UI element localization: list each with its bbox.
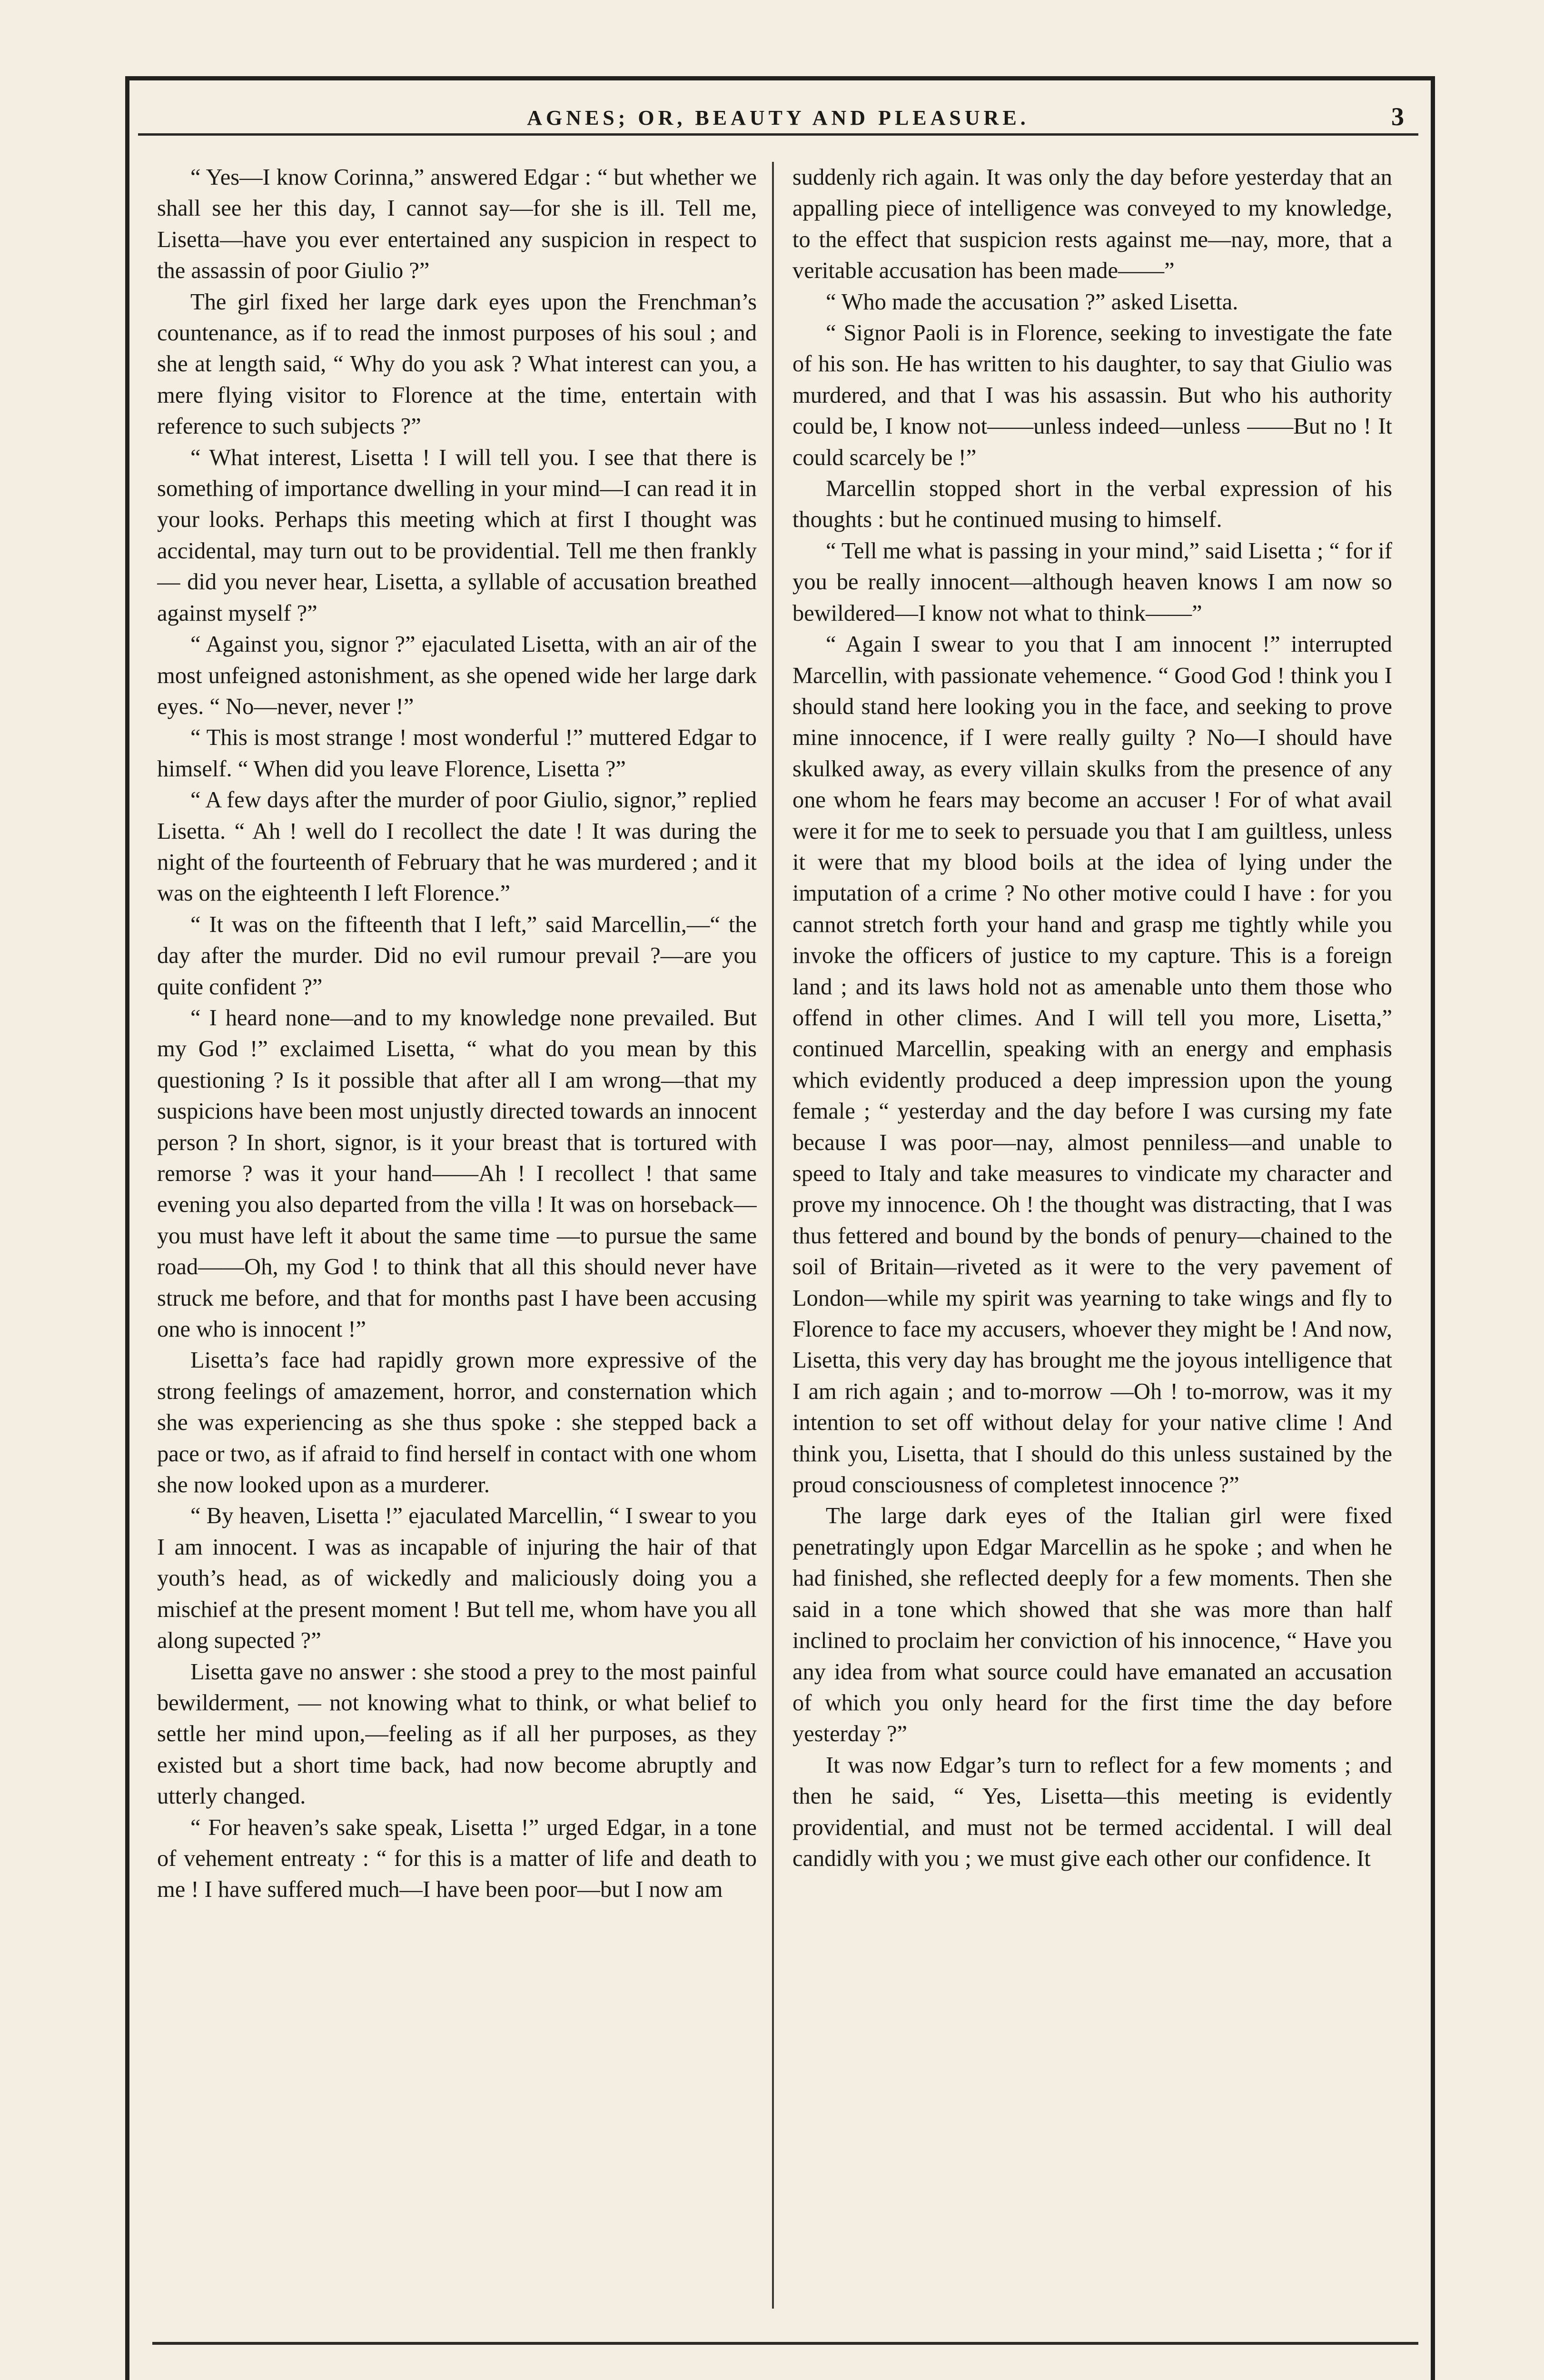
paragraph: The large dark eyes of the Italian girl were fixed penetratingly upon Edgar Marcellin as he spoke ; and when he had finished, she reflected deeply for a few moments. Then she said in a tone which showed that she was more than half inclined to proclaim her conviction of his innocence, “ Have you any idea from what source could have emanated an accusation of which you only heard for the first time the day before yesterday ?” (792, 1503, 1392, 1747)
left-column (157, 162, 757, 2313)
paragraph: It was now Edgar’s turn to reflect for a few moments ; and then he said, “ Yes, Lisetta—this meeting is evidently providential, and must not be termed accidental. I will deal candidly with you ; we must give each other our confidence. It (792, 1752, 1392, 1871)
page-number: 3 (1391, 102, 1404, 131)
paragraph: Lisetta gave no answer : she stood a prey to the most painful bewilderment, — not knowing what to think, or what belief to settle her mind upon,—feeling as if all her purposes, as they existed but a short time back, had now become abruptly and utterly changed. (157, 1659, 757, 1809)
paragraph: “ Signor Paoli is in Florence, seeking to investigate the fate of his son. He has written to his daughter, to say that Giulio was murdered, and that I was his assassin. But who his authority could be, I know not——unless indeed—unless ——But no ! It could scarcely be !” (792, 320, 1392, 470)
column-divider (772, 162, 774, 2309)
paragraph: “ This is most strange ! most wonderful !” muttered Edgar to himself. “ When did you leave Florence, Lisetta ?” (157, 725, 757, 782)
paragraph: The girl fixed her large dark eyes upon the Frenchman’s countenance, as if to read the inmost purposes of his soul ; and she at length said, “ Why do you ask ? What interest can you, a mere flying visitor to Florence at the time, entertain with reference to such subjects ?” (157, 289, 757, 439)
paragraph: Marcellin stopped short in the verbal expression of his thoughts : but he continued musing to himself. (792, 476, 1392, 533)
paragraph: “ Again I swear to you that I am innocent !” interrupted Marcellin, with passionate vehemence. “ Good God ! think you I should stand here looking you in the face, and seeking to prove mine innocence, if I were really guilty ? No—I should have skulked away, as every villain skulks from the presence of any one whom he fears may become an accuser ! For of what avail were it for me to seek to persuade you that I am guiltless, unless it were that my blood boils at the idea of lying under the imputation of a crime ? No other motive could I have : for you cannot stretch forth your hand and grasp me tightly while you invoke the officers of justice to my capture. This is a foreign land ; and its laws hold not as amenable unto them those who offend in other climes. And I will tell you more, Lisetta,” continued Marcellin, speaking with an energy and emphasis which evidently produced a deep impression upon the young female ; “ yesterday and the day before I was cursing my fate because I was poor—nay, almost penniless—and unable to speed to Italy and take measures to vindicate my character and prove my innocence. Oh ! the thought was distracting, that I was thus fettered and bound by the bonds of penury—chained to the soil of Britain—riveted as it were to the very pavement of London—while my spirit was yearning to take wings and fly to Florence to face my accusers, whoever they might be ! And now, Lisetta, this very day has brought me the joyous intelligence that I am rich again ; and to-morrow —Oh ! to-morrow, was it my intention to set off without delay for your native clime ! And think you, Lisetta, that I should do this unless sustained by the proud consciousness of completest innocence ?” (792, 632, 1392, 1498)
paragraph: “ Against you, signor ?” ejaculated Lisetta, with an air of the most unfeigned astonishment, as she opened wide her large dark eyes. “ No—never, never !” (157, 632, 757, 719)
paragraph: Lisetta’s face had rapidly grown more expressive of the strong feelings of amazement, horror, and consternation which she was experiencing as she thus spoke : she stepped back a pace or two, as if afraid to find herself in contact with one whom she now looked upon as a murderer. (157, 1348, 757, 1498)
paragraph-continuation: suddenly rich again. It was only the day before yesterday that an appalling piece of intelligence was conveyed to my knowledge, to the effect that suspicion rests against me—nay, more, that a veritable accusation has been made——” (792, 165, 1392, 284)
paragraph: “ For heaven’s sake speak, Lisetta !” urged Edgar, in a tone of vehement entreaty : “ for this is a matter of life and death to me ! I have suffered much—I have been poor—but I now am (157, 1815, 757, 1903)
running-title: AGNES; OR, BEAUTY AND PLEASURE. (527, 106, 1029, 129)
page-header (138, 100, 1418, 136)
paragraph: “ Who made the accusation ?” asked Lisetta. (826, 289, 1238, 315)
paragraph: “ By heaven, Lisetta !” ejaculated Marcellin, “ I swear to you I am innocent. I was as incapable of injuring the hair of that youth’s head, as of wickedly and maliciously doing you a mischief at the present moment ! But tell me, whom have you all along supected ?” (157, 1503, 757, 1654)
paragraph: “ A few days after the murder of poor Giulio, signor,” replied Lisetta. “ Ah ! well do I recollect the date ! It was during the night of the fourteenth of February that he was murdered ; and it was on the eighteenth I left Florence.” (157, 787, 757, 906)
right-column (792, 162, 1392, 2313)
paragraph: “ Yes—I know Corinna,” answered Edgar : “ but whether we shall see her this day, I cannot say—for she is ill. Tell me, Lisetta—have you ever entertained any suspicion in respect to the assassin of poor Giulio ?” (157, 165, 757, 284)
bottom-rule (152, 2342, 1418, 2345)
paragraph: “ What interest, Lisetta ! I will tell you. I see that there is something of importance dwelling in your mind—I can read it in your looks. Perhaps this meeting which at first I thought was accidental, may turn out to be providential. Tell me then frankly — did you never hear, Lisetta, a syllable of accusation breathed against myself ?” (157, 445, 757, 626)
paragraph: “ I heard none—and to my knowledge none prevailed. But my God !” exclaimed Lisetta, “ what do you mean by this questioning ? Is it possible that after all I am wrong—that my suspicions have been most unjustly directed towards an innocent person ? In short, signor, is it your breast that is tortured with remorse ? was it your hand——Ah ! I recollect ! that same evening you also departed from the villa ! It was on horseback—you must have left it about the same time —to pursue the same road——Oh, my God ! to think that all this should never have struck me before, and that for months past I have been accusing one who is innocent !” (157, 1005, 757, 1342)
paragraph: “ It was on the fifteenth that I left,” said Marcellin,—“ the day after the murder. Did no evil rumour prevail ?—are you quite confident ?” (157, 912, 757, 1000)
paragraph: “ Tell me what is passing in your mind,” said Lisetta ; “ for if you be really innocent—although heaven knows I am now so bewildered—I know not what to think——” (792, 538, 1392, 626)
